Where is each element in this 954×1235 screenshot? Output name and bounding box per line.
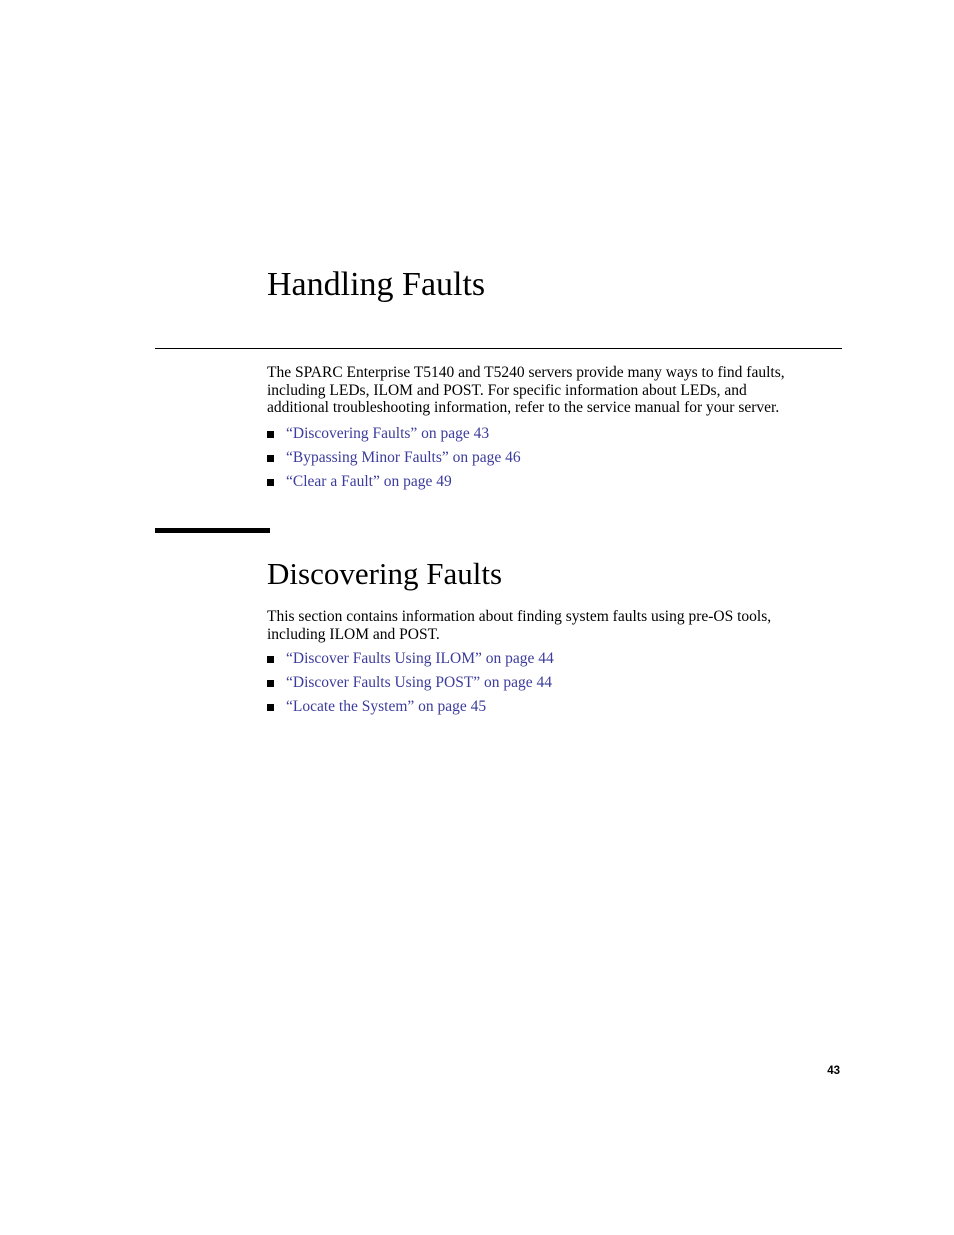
square-bullet-icon — [267, 680, 274, 687]
square-bullet-icon — [267, 431, 274, 438]
link-discover-faults-using-post[interactable]: “Discover Faults Using POST” on page 44 — [286, 674, 553, 691]
section-intro-line: including ILOM and POST. — [267, 625, 440, 643]
square-bullet-icon — [267, 455, 274, 462]
chapter-title: Handling Faults — [267, 266, 486, 303]
chapter-intro-line: including LEDs, ILOM and POST. For specific information about LEDs, and — [267, 381, 747, 399]
section-title: Discovering Faults — [267, 556, 503, 591]
chapter-intro-line: The SPARC Enterprise T5140 and T5240 servers provide many ways to find faults, — [267, 364, 785, 381]
list-item — [267, 698, 554, 722]
link-discover-faults-using-ilom[interactable]: “Discover Faults Using ILOM” on page 44 — [286, 650, 554, 667]
chapter-intro-line: additional troubleshooting information, refer to the service manual for your server. — [267, 399, 780, 417]
list-item — [267, 449, 521, 473]
section-intro-paragraph — [267, 608, 842, 643]
section-intro-line: This section contains information about finding system faults using pre-OS tools, — [267, 608, 772, 625]
link-discovering-faults[interactable]: “Discovering Faults” on page 43 — [286, 425, 490, 442]
link-clear-a-fault[interactable]: “Clear a Fault” on page 49 — [286, 473, 452, 490]
list-item — [267, 650, 554, 674]
section-topic-list — [267, 650, 554, 722]
list-item — [267, 473, 521, 497]
chapter-topic-list — [267, 425, 521, 497]
square-bullet-icon — [267, 479, 274, 486]
section-rule — [155, 528, 270, 533]
list-item — [267, 425, 521, 449]
page-number: 43 — [827, 1065, 840, 1077]
link-bypassing-minor-faults[interactable]: “Bypassing Minor Faults” on page 46 — [286, 449, 521, 466]
chapter-intro-paragraph — [267, 364, 842, 417]
square-bullet-icon — [267, 704, 274, 711]
square-bullet-icon — [267, 656, 274, 663]
list-item — [267, 674, 554, 698]
chapter-title-rule — [155, 348, 842, 349]
link-locate-the-system[interactable]: “Locate the System” on page 45 — [286, 698, 487, 715]
